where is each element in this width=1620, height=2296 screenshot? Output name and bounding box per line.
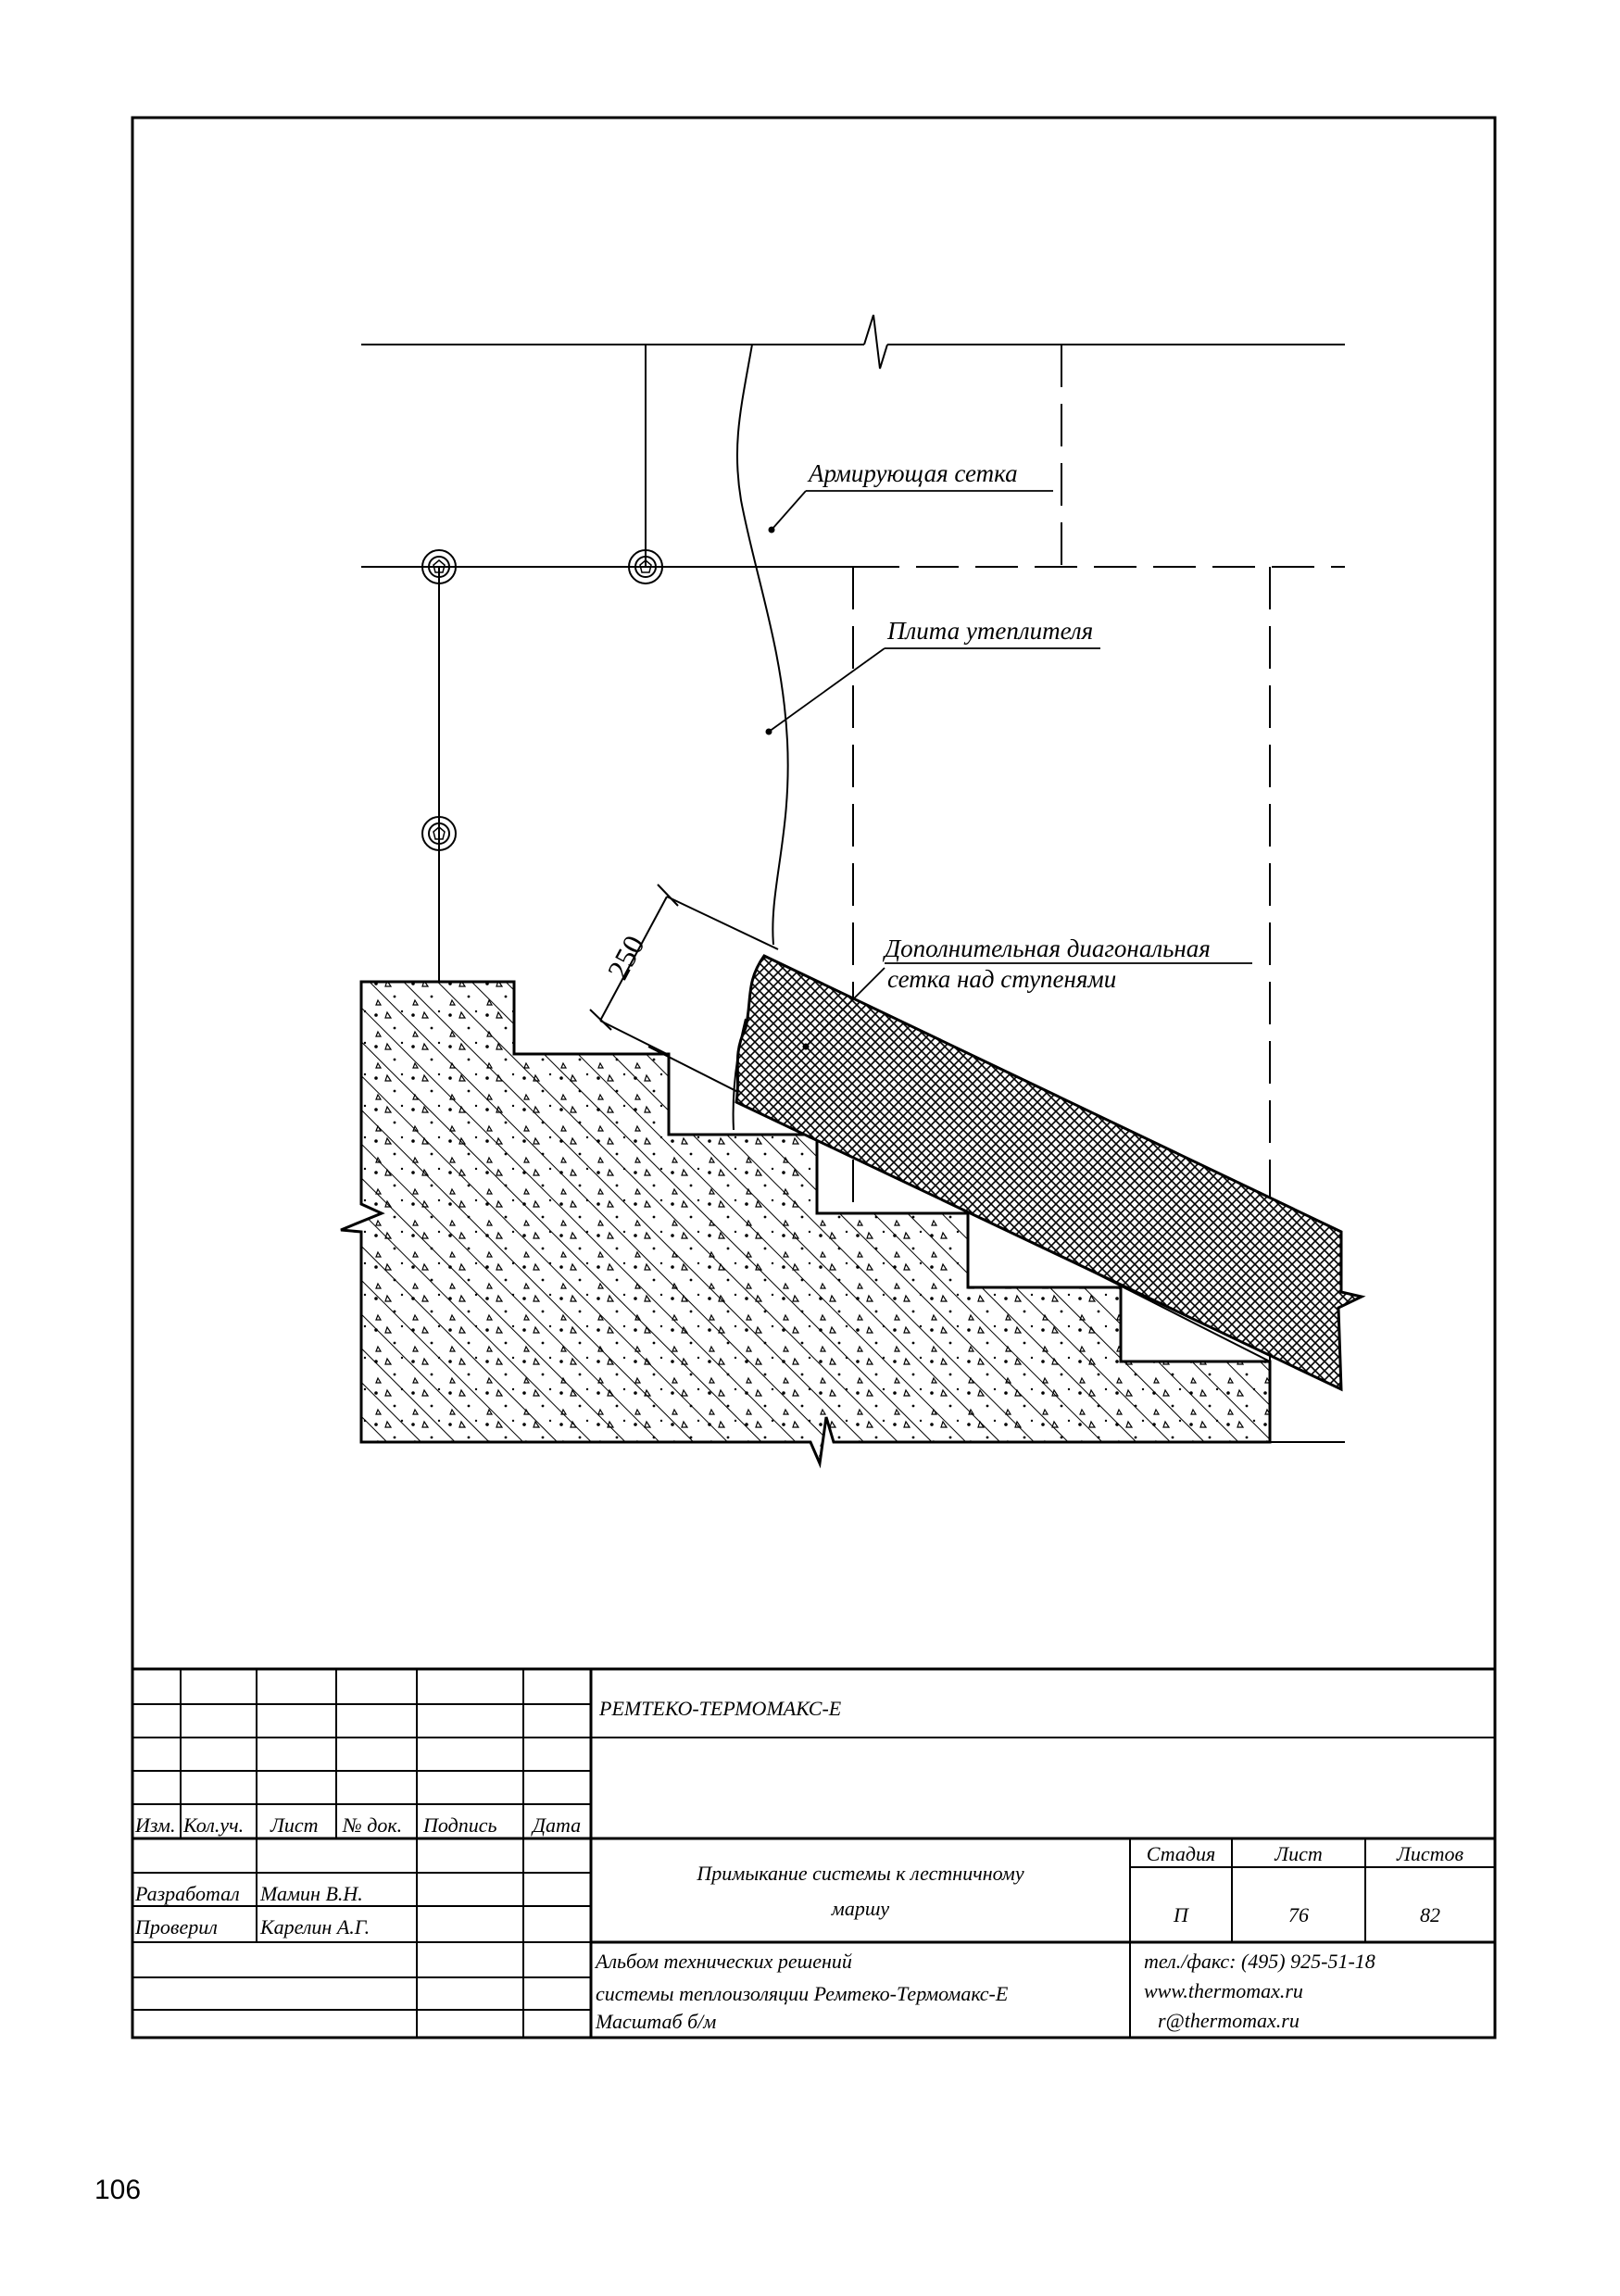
label-mesh: Армирующая сетка bbox=[809, 459, 1018, 487]
label-insulation: Плита утеплителя bbox=[887, 617, 1094, 645]
tb-header-signature: Подпись bbox=[423, 1813, 497, 1837]
tb-header-date: Дата bbox=[533, 1813, 582, 1837]
contact-email: r@thermomax.ru bbox=[1158, 2009, 1300, 2032]
leader-dot bbox=[769, 527, 775, 533]
sheets-label: Листов bbox=[1396, 1842, 1464, 1865]
dimension-text: 250 bbox=[600, 930, 651, 985]
album-line1: Альбом технических решений bbox=[596, 1950, 852, 1973]
sheet-label: Лист bbox=[1275, 1842, 1323, 1865]
drawing-title-line1: Примыкание системы к лестничному bbox=[697, 1862, 1024, 1885]
stage-label: Стадия bbox=[1146, 1842, 1216, 1865]
leader-dot bbox=[766, 729, 772, 735]
tb-checked-label: Проверил bbox=[135, 1915, 218, 1938]
contact-phone: тел./факс: (495) 925-51-18 bbox=[1144, 1950, 1375, 1973]
tb-checked-name: Карелин А.Г. bbox=[260, 1915, 370, 1938]
sheets-value: 82 bbox=[1420, 1903, 1440, 1926]
scale-text: Масштаб б/м bbox=[596, 2010, 717, 2033]
label-diagonal-line1: Дополнительная диагональная bbox=[885, 935, 1211, 962]
stage-value: П bbox=[1174, 1903, 1188, 1926]
tb-header-doc: № док. bbox=[343, 1813, 403, 1837]
tb-header-izm: Изм. bbox=[135, 1813, 176, 1837]
leader-dot bbox=[803, 1044, 810, 1050]
drawing-title-line2: маршу bbox=[831, 1897, 890, 1920]
tb-developed-name: Мамин В.Н. bbox=[260, 1882, 363, 1905]
album-line2: системы теплоизоляции Ремтеко-Термомакс-Е bbox=[596, 1982, 1009, 2005]
sheet-value: 76 bbox=[1288, 1903, 1309, 1926]
company-name: РЕМТЕКО-ТЕРМОМАКС-Е bbox=[599, 1697, 842, 1720]
tb-developed-label: Разработал bbox=[135, 1882, 240, 1905]
tb-header-list: Лист bbox=[270, 1813, 319, 1837]
contact-website: www.thermomax.ru bbox=[1144, 1979, 1303, 2002]
label-diagonal-line2: сетка над ступенями bbox=[887, 965, 1117, 993]
tb-header-kolvo: Кол.уч. bbox=[183, 1813, 245, 1837]
page-number: 106 bbox=[94, 2175, 142, 2205]
